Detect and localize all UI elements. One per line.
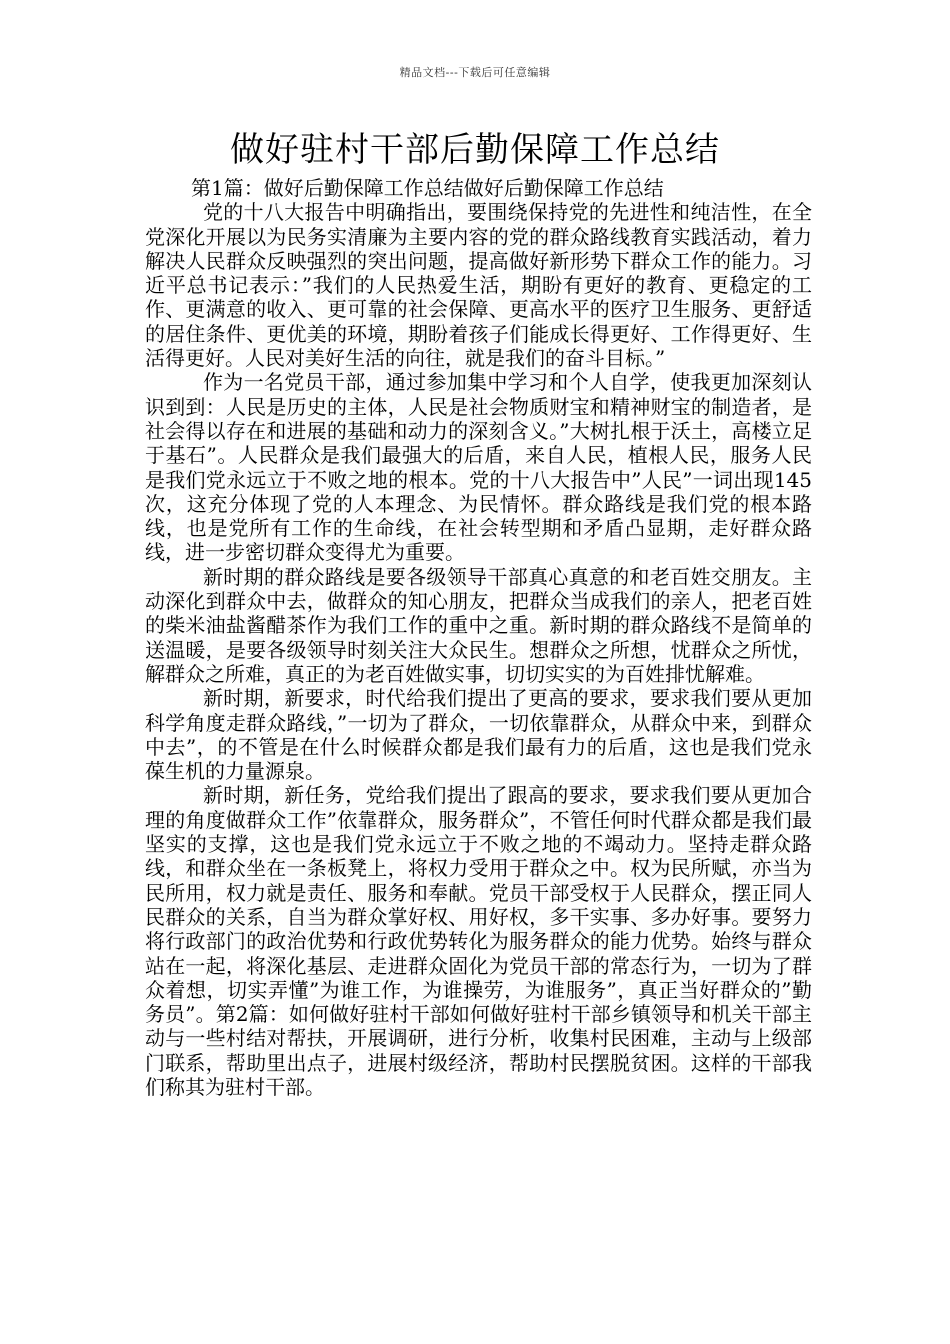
document-title: 做好驻村干部后勤保障工作总结 xyxy=(230,130,720,170)
paragraph-1: 党的十八大报告中明确指出，要围绕保持党的先进性和纯洁性，在全党深化开展以为民务实清廉为主要内容的党的群众路线教育实践活动，着力解决人民群众反映强烈的突出问题，提高做好新形势下群众工作的能力。习近平总书记表示：”我们的人民热爱生活，期盼有更好的教育、更稳定的工作、更满意的收入、更可靠的社会保障、更高水平的医疗卫生服务、更舒适的居住条件、更优美的环境，期盼着孩子们能成长得更好、工作得更好、生活得更好。人民对美好生活的向往，就是我们的奋斗目标。” xyxy=(145,200,812,371)
paragraph-5: 新时期，新任务，党给我们提出了跟高的要求，要求我们要从更加合理的角度做群众工作”依靠群众，服务群众”，不管任何时代群众都是我们最坚实的支撑，这也是我们党永远立于不败之地的不竭动力。坚持走群众路线，和群众坐在一条板凳上，将权力受用于群众之中。权为民所赋，亦当为民所用，权力就是责任、服务和奉献。党员干部受权于人民群众，摆正同人民群众的关系，自当为群众掌好权、用好权，多干实事、多办好事。要努力将行政部门的政治优势和行政优势转化为服务群众的能力优势。始终与群众站在一起，将深化基层、走进群众固化为党员干部的常态行为，一切为了群众着想，切实弄懂”为谁工作，为谁操劳，为谁服务”，真正当好群众的”勤务员”。第2篇：如何做好驻村干部如何做好驻村干部乡镇领导和机关干部主动与一些村结对帮扶，开展调研，进行分析，收集村民困难，主动与上级部门联系，帮助里出点子，进展村级经济，帮助村民摆脱贫困。这样的干部我们称其为驻村干部。 xyxy=(145,783,812,1099)
document-body xyxy=(145,176,812,1099)
paragraph-2: 作为一名党员干部，通过参加集中学习和个人自学，使我更加深刻认识到到：人民是历史的主体，人民是社会物质财宝和精神财宝的制造者，是社会得以存在和进展的基础和动力的深刻含义。”大树扎根于沃土，高楼立足于基石”。人民群众是我们最强大的后盾，来自人民，植根人民，服务人民是我们党永远立于不败之地的根本。党的十八大报告中”人民”一词出现145次，这充分体现了党的人本理念、为民情怀。群众路线是我们党的根本路线，也是党所有工作的生命线，在社会转型期和矛盾凸显期，走好群众路线，进一步密切群众变得尤为重要。 xyxy=(145,370,812,565)
section-heading: 第1篇：做好后勤保障工作总结做好后勤保障工作总结 xyxy=(191,176,664,200)
paragraph-4: 新时期，新要求，时代给我们提出了更高的要求，要求我们要从更加科学角度走群众路线，”一切为了群众，一切依靠群众，从群众中来，到群众中去”，的不管是在什么时候群众都是我们最有力的后盾，这也是我们党永葆生机的力量源泉。 xyxy=(145,686,812,784)
paragraph-3: 新时期的群众路线是要各级领导干部真心真意的和老百姓交朋友。主动深化到群众中去，做群众的知心朋友，把群众当成我们的亲人，把老百姓的柴米油盐酱醋茶作为我们工作的重中之重。新时期的群众路线不是简单的送温暖，是要各级领导时刻关注大众民生。想群众之所想，忧群众之所忧，解群众之所难，真正的为老百姓做实事，切切实实的为百姓排忧解难。 xyxy=(145,564,812,686)
header-note: 精品文档---下载后可任意编辑 xyxy=(399,66,551,79)
